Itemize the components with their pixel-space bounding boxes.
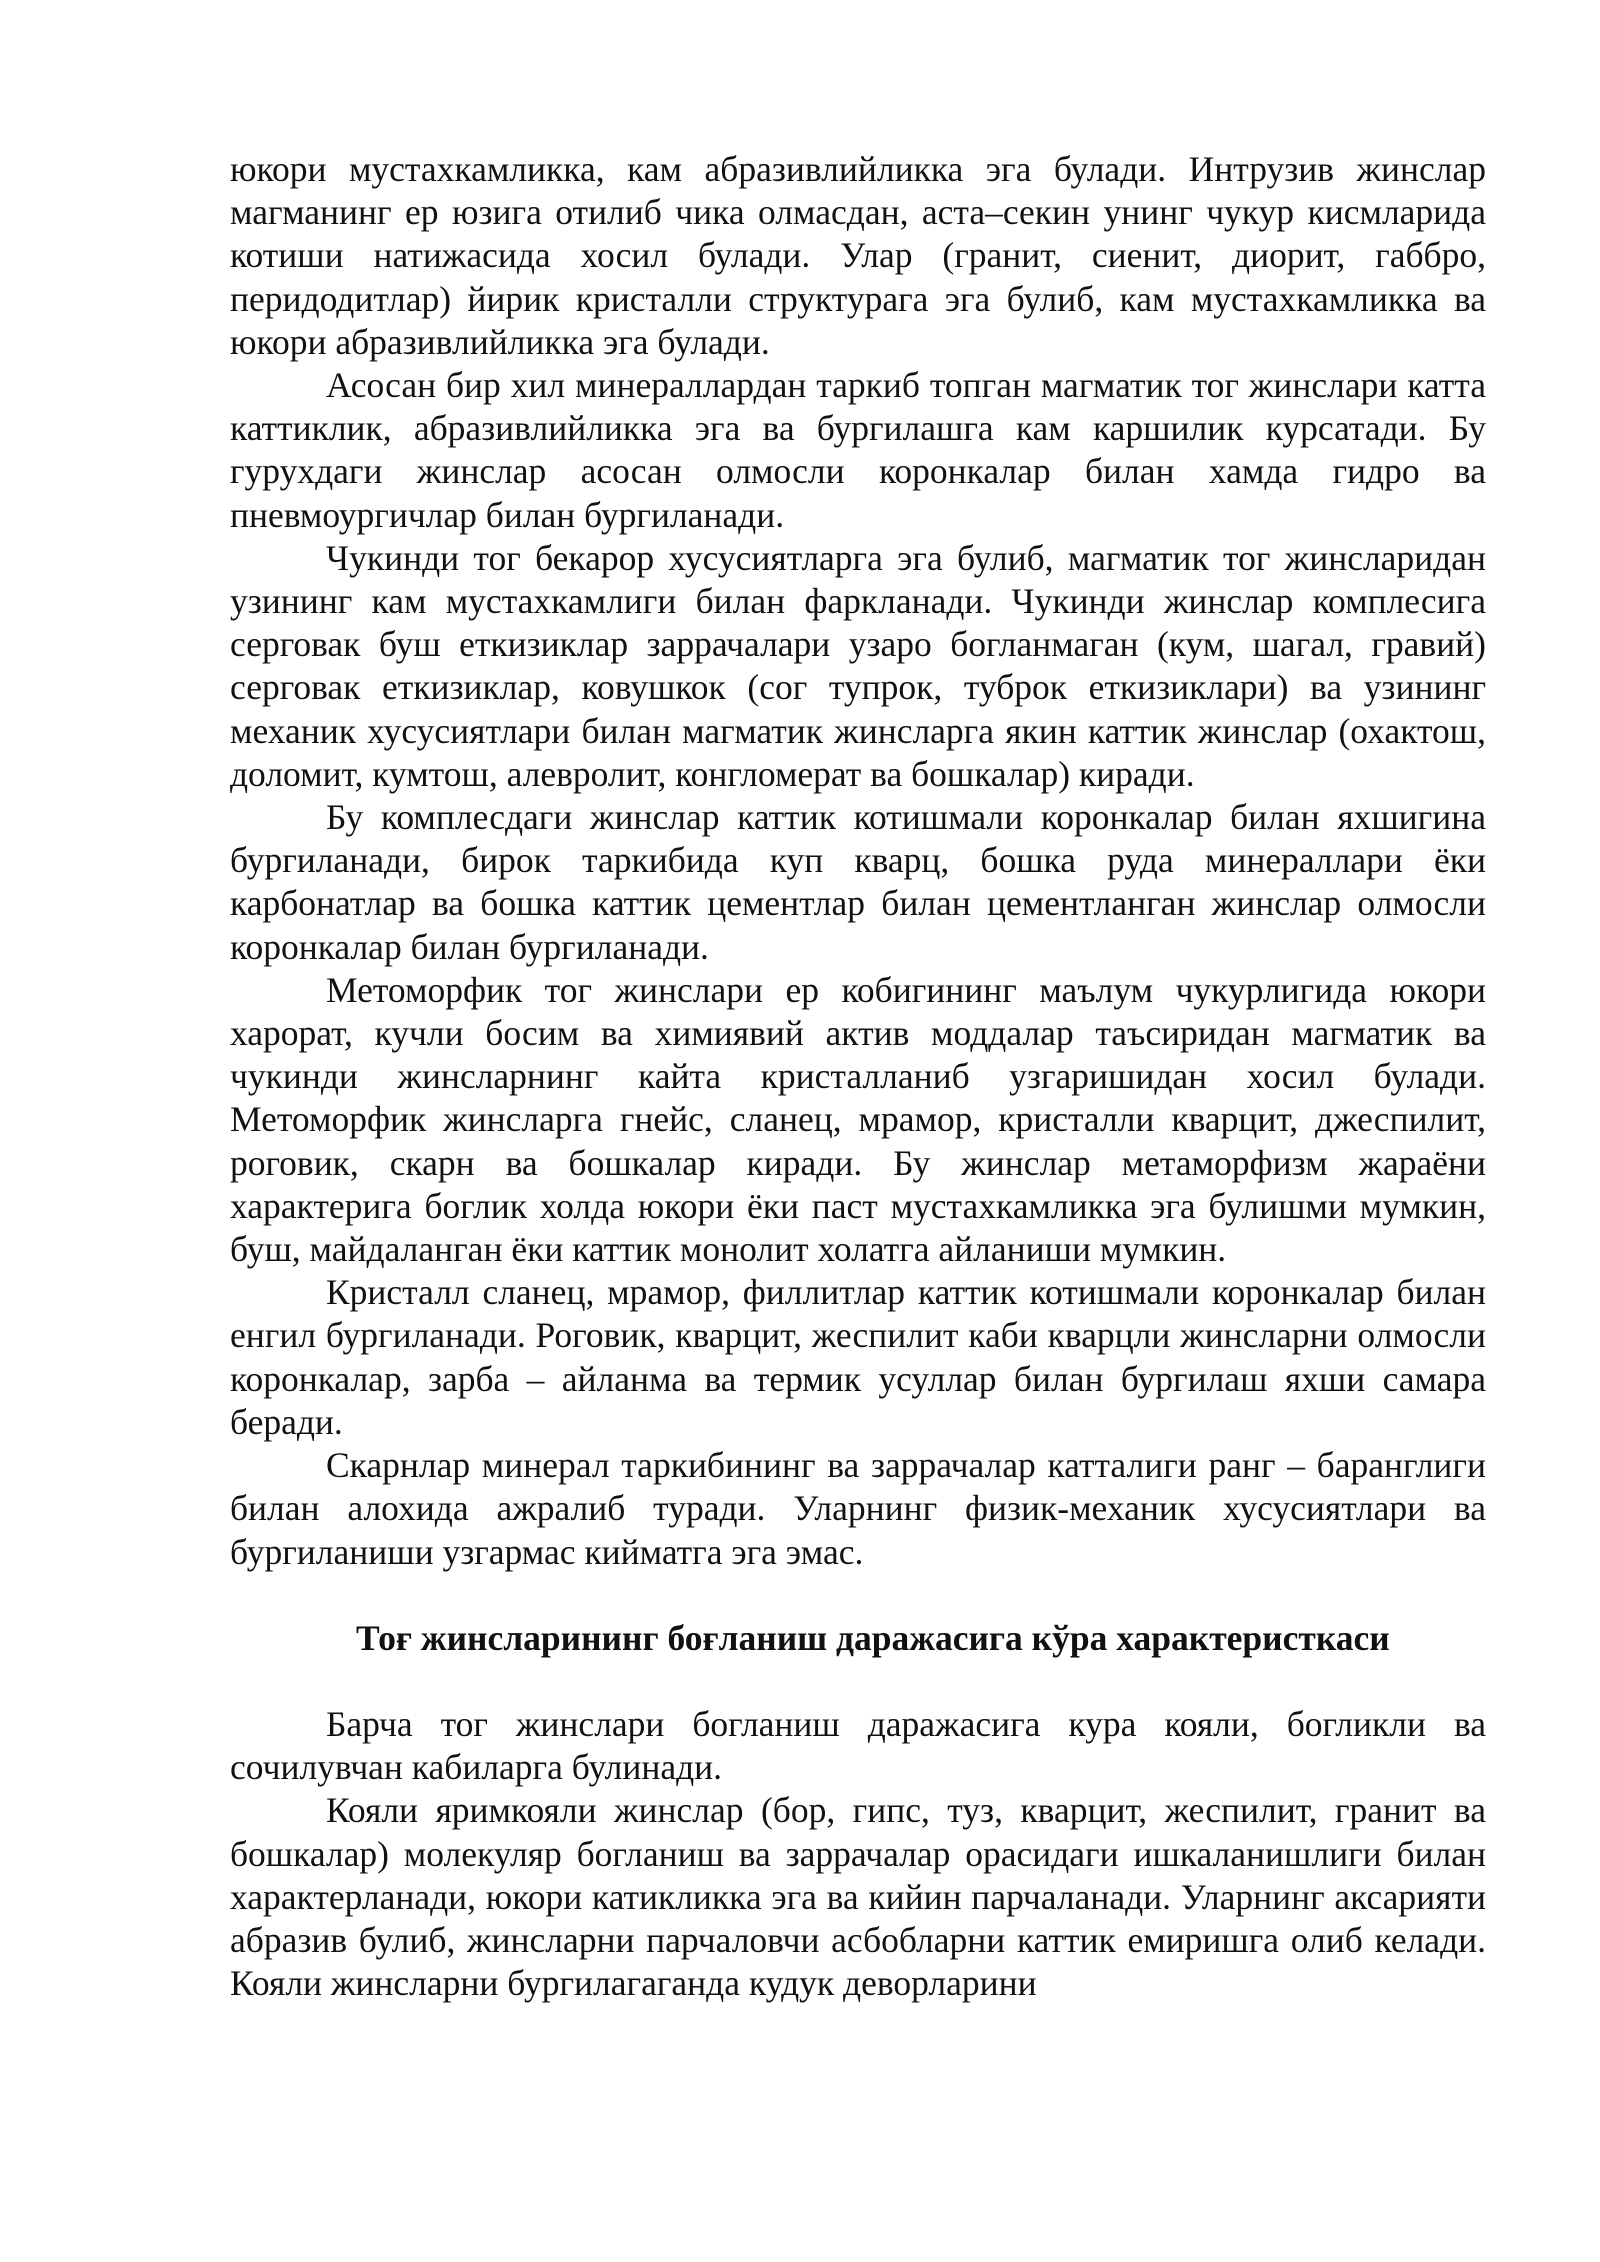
section-heading: Тоғ жинсларининг боғланиш даражасига кўра характеристкаси (356, 1617, 1390, 1658)
document-page (230, 148, 1486, 2005)
paragraph-3: Чукинди тог бекарор хусусиятларга эга булиб, магматик тог жинсларидан узининг кам мустахкамлиги билан фаркланади. Чукинди жинслар комплесига серговак буш еткизиклар заррачалари узаро богланмаган (кум, шагал, гравий) серговак еткизиклар, ковушкок (сог тупрок, туброк еткизиклари) ва узининг механик хусусиятлари билан магматик жинсларга якин каттик жинслар (охактош, доломит, кумтош, алевролит, конгломерат ва бошкалар) киради. (230, 537, 1486, 794)
paragraph-1: юкори мустахкамликка, кам абразивлийликка эга булади. Интрузив жинслар магманинг ер юзига отилиб чика олмасдан, аста–секин унинг чукур кисмларида котиши натижасида хосил булади. Улар (гранит, сиенит, диорит, габбро, перидодитлар) йирик кристалли структурага эга булиб, кам мустахкамликка ва юкори абразивлийликка эга булади. (230, 149, 1486, 362)
paragraph-4: Бу комплесдаги жинслар каттик котишмали коронкалар билан яхшигина бургиланади, бирок таркибида куп кварц, бошка руда минераллари ёки карбонатлар ва бошка каттик цементлар билан цементланган жинслар олмосли коронкалар билан бургиланади. (230, 797, 1486, 967)
paragraph-5: Метоморфик тог жинслари ер кобигининг маълум чукурлигида юкори харорат, кучли босим ва химиявий актив моддалар таъсиридан магматик ва чукинди жинсларнинг кайта кристалланиб узгаришидан хосил булади. Метоморфик жинсларга гнейс, сланец, мрамор, кристалли кварцит, джеспилит, роговик, скарн ва бошкалар киради. Бу жинслар метаморфизм жараёни характерига боглик холда юкори ёки паст мустахкамликка эга булишми мумкин, буш, майдаланган ёки каттик монолит холатга айланиши мумкин. (230, 969, 1486, 1270)
paragraph-7: Скарнлар минерал таркибининг ва заррачалар катталиги ранг – баранглиги билан алохида ажралиб туради. Уларнинг физик-механик хусусиятлари ва бургиланиши узгармас кийматга эга эмас. (230, 1445, 1486, 1572)
paragraph-2: Асосан бир хил минераллардан таркиб топган магматик тог жинслари катта каттиклик, абразивлийликка эга ва бургилашга кам каршилик курсатади. Бу гурухдаги жинслар асосан олмосли коронкалар билан хамда гидро ва пневмоургичлар билан бургиланади. (230, 365, 1486, 535)
paragraph-6: Кристалл сланец, мрамор, филлитлар каттик котишмали коронкалар билан енгил бургиланади. Роговик, кварцит, жеспилит каби кварцли жинсларни олмосли коронкалар, зарба – айланма ва термик усуллар билан бургилаш яхши самара беради. (230, 1272, 1486, 1442)
paragraph-8: Барча тог жинслари богланиш даражасига кура кояли, богликли ва сочилувчан кабиларга булинади. (230, 1703, 1486, 1788)
paragraph-9: Кояли яримкояли жинслар (бор, гипс, туз, кварцит, жеспилит, гранит ва бошкалар) молекуляр богланиш ва заррачалар орасидаги ишкаланишлиги билан характерланади, юкори катикликка эга ва кийин парчаланади. Уларнинг аксарияти абразив булиб, жинсларни парчаловчи асбобларни каттик емиришга олиб келади. Кояли жинсларни бургилагаганда кудук деворларини (230, 1790, 1486, 2004)
